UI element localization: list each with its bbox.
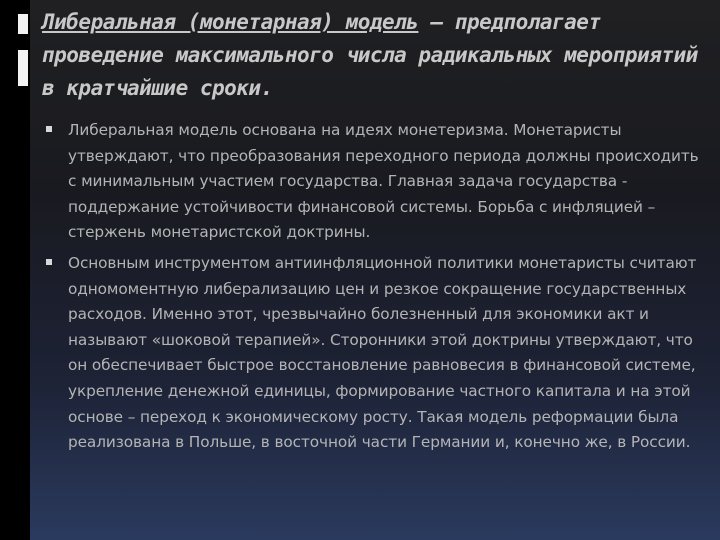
slide-title (42, 6, 712, 105)
accent-bar-bottom (18, 50, 28, 86)
bullet-list (42, 118, 706, 461)
square-bullet-icon (46, 126, 52, 132)
bullet-item (42, 118, 706, 246)
accent-bar-top (18, 14, 28, 34)
square-bullet-icon (46, 259, 52, 265)
title-underlined-term: Либеральная (монетарная) модель (42, 10, 419, 34)
title-rest: – предполагает проведение максимального числа радикальных мероприятий в кратчайшие сроки. (42, 10, 698, 100)
bullet-text: Основным инструментом антиинфляционной политики монетаристы считают одномоментную либерализацию цен и резкое сокращение государственных расходов. Именно этот, чрезвычайно болезненный для экономики акт и называют «шоковой терапией». Сторонники этой доктрины утверждают, что он обеспечивает быстрое восстановление равновесия в финансовой системе, укрепление денежной единицы, формирование частного капитала и на этой основе – переход к экономическому росту. Такая модель реформации была реализована в Польше, в восточной части Германии и, конечно же, в России. (68, 253, 697, 452)
bullet-text: Либеральная модель основана на идеях монетеризма. Монетаристы утверждают, что преобразования переходного периода должны происходить с минимальным участием государства. Главная задача государства - поддержание устойчивости финансовой системы. Борьба с инфляцией – стержень монетаристской доктрины. (68, 121, 699, 242)
bullet-item (42, 251, 706, 456)
